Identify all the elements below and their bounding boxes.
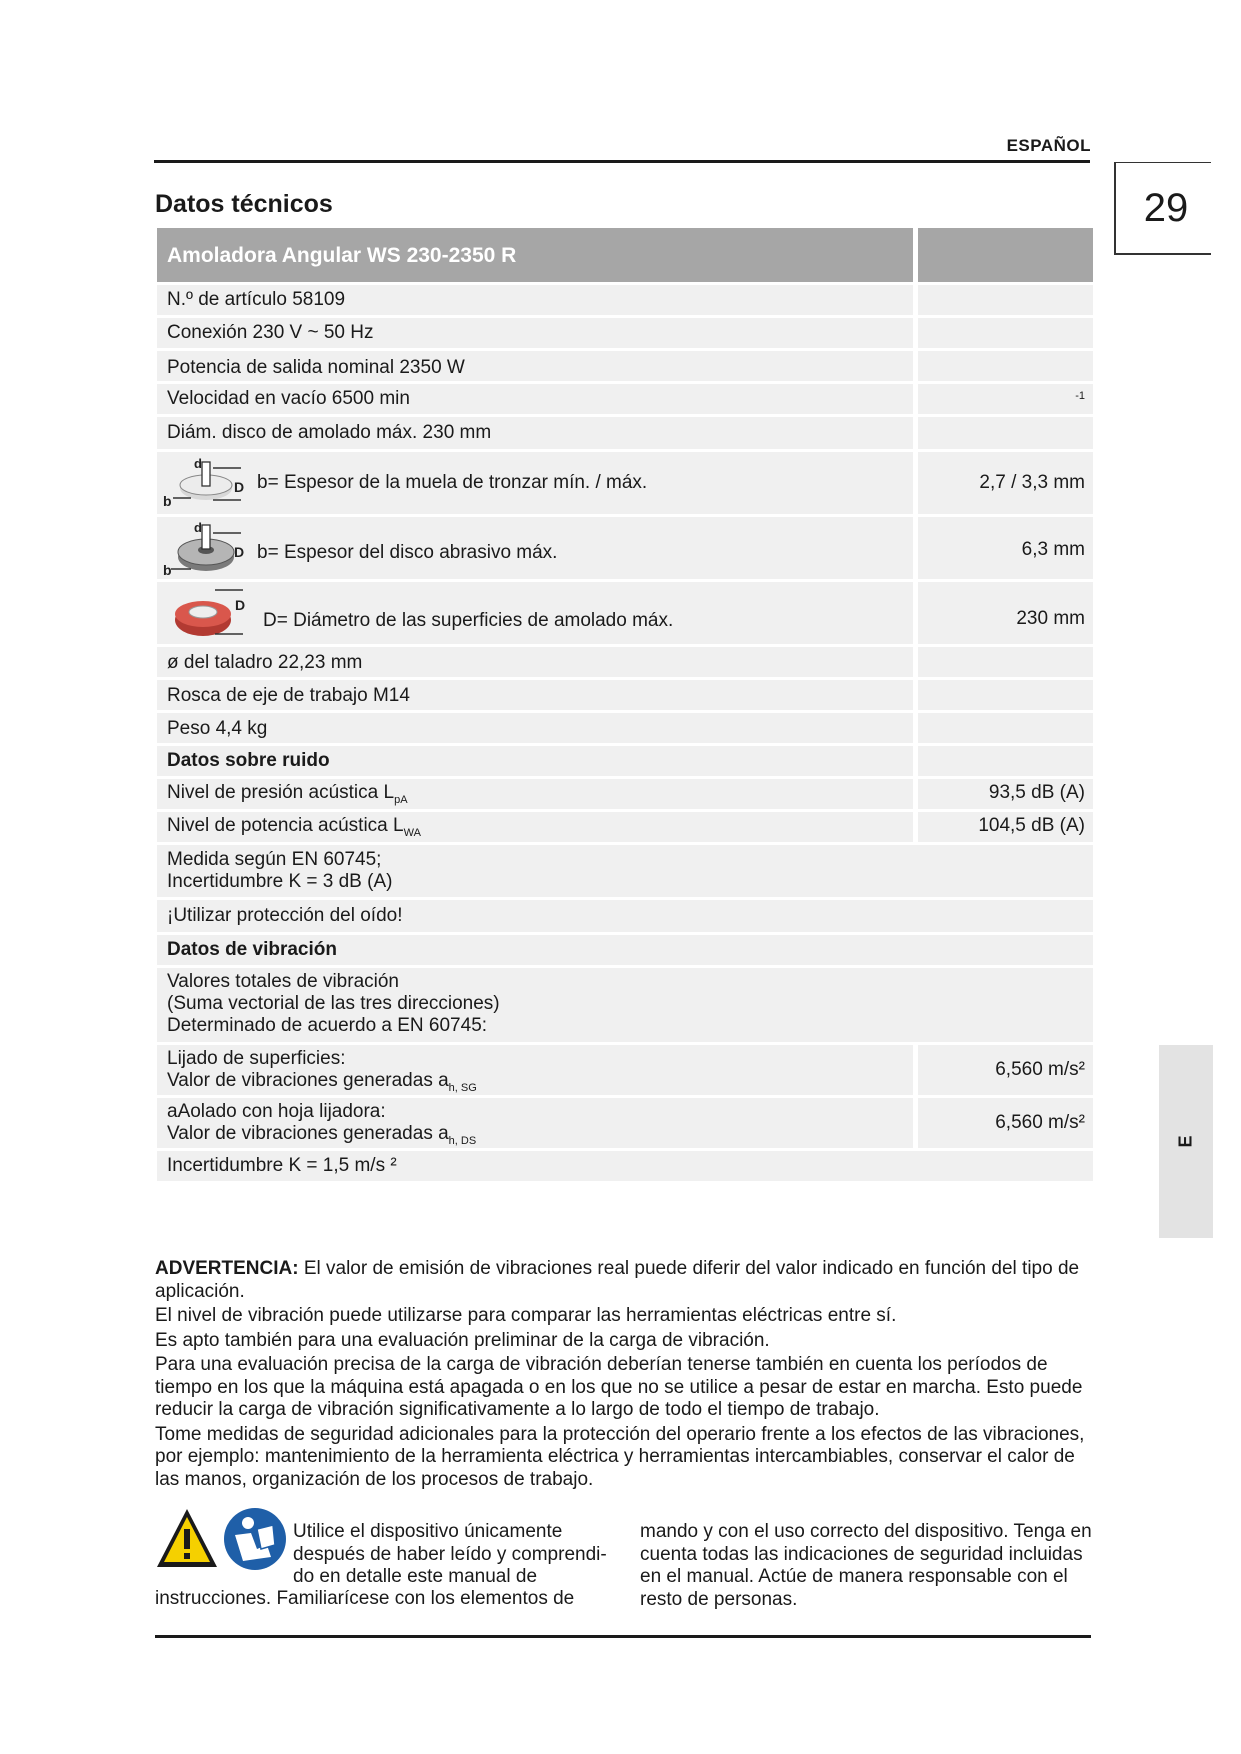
cutoff-thickness-value: 2,7 / 3,3 mm	[979, 472, 1085, 493]
connection: Conexión 230 V ~ 50 Hz	[167, 322, 374, 343]
table-row	[157, 384, 1093, 414]
svg-text:b: b	[163, 562, 172, 577]
top-rule	[154, 160, 1090, 163]
warning-label: ADVERTENCIA:	[155, 1258, 299, 1279]
manual-notice-col1-top: Utilice el dispositivo únicamente después de haber leído y comprendi-do en detalle este manual de	[293, 1521, 607, 1587]
surface-diameter-value: 230 mm	[1016, 608, 1085, 629]
svg-text:D: D	[234, 544, 245, 560]
table-heading: Amoladora Angular WS 230-2350 R	[167, 244, 517, 267]
bottom-rule	[155, 1635, 1091, 1638]
disc-diameter: Diám. disco de amolado máx. 230 mm	[167, 422, 492, 443]
noise-heading: Datos sobre ruido	[167, 750, 330, 771]
grinding-pad-icon	[161, 584, 251, 642]
table-row	[157, 900, 1093, 932]
table-row	[157, 713, 1093, 743]
svg-text:d: d	[194, 520, 202, 535]
abrasive-thickness-value: 6,3 mm	[1021, 539, 1085, 560]
table-row	[157, 1151, 1093, 1181]
svg-text:d: d	[194, 456, 202, 471]
table-row	[157, 1045, 1093, 1095]
table-row	[157, 812, 1093, 842]
ear-protection-notice: ¡Utilizar protección del oído!	[167, 905, 403, 926]
surface-diameter-label: D= Diámetro de las superficies de amolado máx.	[263, 610, 674, 631]
noise-uncertainty: Incertidumbre K = 3 dB (A)	[167, 871, 393, 892]
table-row	[157, 746, 1093, 776]
table-row	[157, 452, 1093, 514]
sanding-disc-label: aAolado con hoja lijadora:	[167, 1101, 386, 1122]
vibration-heading: Datos de vibración	[167, 939, 337, 960]
page-title: Datos técnicos	[155, 190, 333, 218]
table-row	[157, 1098, 1093, 1148]
warning-section	[155, 1258, 1091, 1493]
page-number: 29	[1143, 186, 1189, 230]
table-row	[157, 517, 1093, 579]
cutoff-thickness-label: b= Espesor de la muela de tronzar mín. / máx.	[257, 472, 648, 493]
vibration-total-line1: Valores totales de vibración	[167, 971, 399, 992]
safety-icons	[155, 1505, 291, 1573]
sanding-disc-value: 6,560 m/s²	[995, 1112, 1085, 1133]
surface-grinding-label: Lijado de superficies:	[167, 1048, 346, 1069]
surface-grinding-vibration: Valor de vibraciones generadas $a_{h, SG}$	[167, 1070, 477, 1094]
table-row	[157, 968, 1093, 1042]
svg-text:D: D	[235, 597, 246, 613]
table-row	[157, 318, 1093, 348]
table-row	[157, 779, 1093, 809]
sound-pressure-value: 93,5 dB (A)	[988, 782, 1085, 803]
speed-exponent: -1	[1075, 390, 1085, 402]
table-row	[157, 417, 1093, 449]
table-row	[157, 680, 1093, 710]
warning-paragraph-5: Tome medidas de seguridad adicionales para la protección del operario frente a los efectos de las vibraciones, por ejemplo: mantenimiento de la herramienta eléctrica y herramientas intercambiables, conservar el calor de las manos, organización de los procesos de trabajo.	[155, 1423, 1085, 1490]
sound-pressure-label: Nivel de presión acústica $L_{pA}$	[167, 782, 408, 806]
table-row	[157, 935, 1093, 965]
warning-paragraph-3: Es apto también para una evaluación preliminar de la carga de vibración.	[155, 1329, 770, 1351]
warning-paragraph-2: El nivel de vibración puede utilizarse para comparar las herramientas eléctricas entre sí.	[155, 1305, 897, 1326]
vibration-total-line2: (Suma vectorial de las tres direcciones)	[167, 993, 500, 1014]
warning-paragraph-1: ADVERTENCIA: El valor de emisión de vibraciones real puede diferir del valor indicado en función del tipo de aplicación.	[155, 1258, 1080, 1302]
table-row	[157, 845, 1093, 897]
weight: Peso 4,4 kg	[167, 718, 268, 739]
cutoff-wheel-icon	[161, 454, 251, 512]
table-row	[157, 582, 1093, 644]
table-header-row	[157, 228, 1093, 282]
measured-standard: Medida según EN 60745;	[167, 849, 382, 870]
spindle-thread: Rosca de eje de trabajo M14	[167, 685, 410, 706]
sound-power-value: 104,5 dB (A)	[978, 815, 1085, 836]
language-label: ESPAÑOL	[1006, 136, 1091, 155]
vibration-total-line3: Determinado de acuerdo a EN 60745:	[167, 1015, 488, 1036]
article-number: N.º de artículo 58109	[167, 289, 346, 310]
idle-speed: Velocidad en vacío 6500 min	[167, 388, 410, 409]
abrasive-disc-icon	[161, 519, 251, 577]
table-row	[157, 351, 1093, 381]
warning-paragraph-4: Para una evaluación precisa de la carga de vibración deberían tenerse también en cuenta los períodos de tiempo en los que la máquina está apagada o en los que no se utilice a pesar de estar en marcha. Esto puede reducir la carga de vibración significativamente a lo largo de todo el tiempo de trabajo.	[155, 1354, 1083, 1420]
rated-power: Potencia de salida nominal 2350 W	[167, 357, 465, 378]
vibration-uncertainty: Incertidumbre K = 1,5 m/s ²	[167, 1155, 397, 1176]
warning-triangle-icon	[157, 1509, 217, 1567]
side-tab-letter: E	[1175, 1135, 1196, 1148]
manual-notice-col2: mando y con el uso correcto del dispositivo. Tenga en cuenta todas las indicaciones de seguridad incluidas en el manual. Actúe de manera responsable con el resto de personas.	[640, 1521, 1092, 1610]
abrasive-thickness-label: b= Espesor del disco abrasivo máx.	[257, 542, 558, 563]
sanding-disc-vibration: Valor de vibraciones generadas $a_{h, DS}$	[167, 1123, 477, 1147]
sound-power-label: Nivel de potencia acústica $L_{WA}$	[167, 815, 421, 839]
svg-text:D: D	[234, 479, 245, 495]
manual-notice-col1-bottom: instrucciones. Familiarícese con los elementos de	[155, 1588, 575, 1609]
read-manual-icon	[224, 1508, 286, 1570]
table-row	[157, 647, 1093, 677]
table-row	[157, 285, 1093, 315]
svg-text:b: b	[163, 493, 172, 509]
surface-grinding-value: 6,560 m/s²	[995, 1059, 1085, 1080]
bore-diameter: ø del taladro 22,23 mm	[167, 652, 363, 673]
